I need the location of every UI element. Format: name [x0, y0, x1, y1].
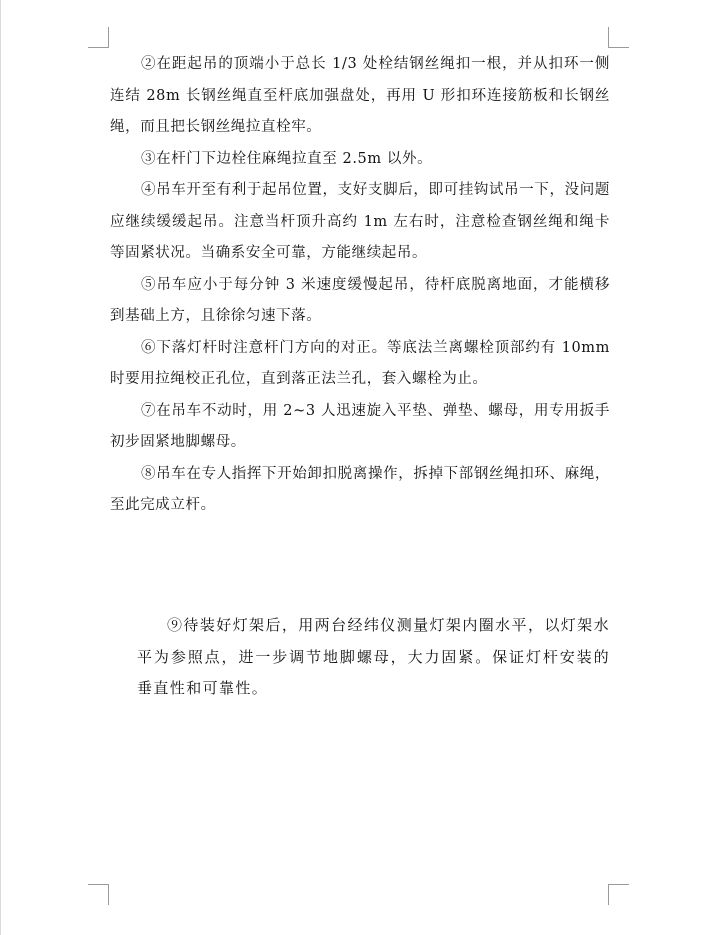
paragraph-8: ⑧吊车在专人指挥下开始卸扣脱离操作，拆掉下部钢丝绳扣环、麻绳，至此完成立杆。	[110, 465, 610, 513]
crop-mark-top-left	[88, 27, 109, 48]
paragraph-4: ④吊车开至有利于起吊位置，支好支脚后，即可挂钩试吊一下，没问题应继续缓缓起吊。注意当杆顶升高约 1m 左右时，注意检查钢丝绳和绳卡等固紧状况。当确系安全可靠，方能继续起吊。	[110, 182, 610, 261]
page-edge	[0, 0, 1, 935]
crop-mark-bottom-right	[608, 884, 629, 905]
document-body	[110, 49, 610, 522]
paragraph-9: ⑨待装好灯架后，用两台经纬仪测量灯架内圈水平，以灯架水平为参照点，进一步调节地脚螺母，大力固紧。保证灯杆安装的垂直性和可靠性。	[137, 616, 610, 697]
paragraph-3: ③在杆门下边栓住麻绳拉直至 2.5m 以外。	[141, 150, 433, 167]
paragraph-5: ⑤吊车应小于每分钟 3 米速度缓慢起吊，待杆底脱离地面，才能横移到基础上方，且徐徐匀速下落。	[110, 276, 610, 324]
paragraph-7: ⑦在吊车不动时，用 2~3 人迅速旋入平垫、弹垫、螺母，用专用扳手初步固紧地脚螺母。	[110, 402, 610, 450]
crop-mark-bottom-left	[88, 884, 109, 905]
crop-mark-top-right	[608, 27, 629, 48]
paragraph-6: ⑥下落灯杆时注意杆门方向的对正。等底法兰离螺栓顶部约有 10mm 时要用拉绳校正孔位，直到落正法兰孔，套入螺栓为止。	[110, 339, 610, 387]
paragraph-2: ②在距起吊的顶端小于总长 1/3 处栓结钢丝绳扣一根，并从扣环一侧连结 28m 长钢丝绳直至杆底加强盘处，再用 U 形扣环连接筋板和长钢丝绳，而且把长钢丝绳拉直栓牢。	[110, 56, 610, 135]
